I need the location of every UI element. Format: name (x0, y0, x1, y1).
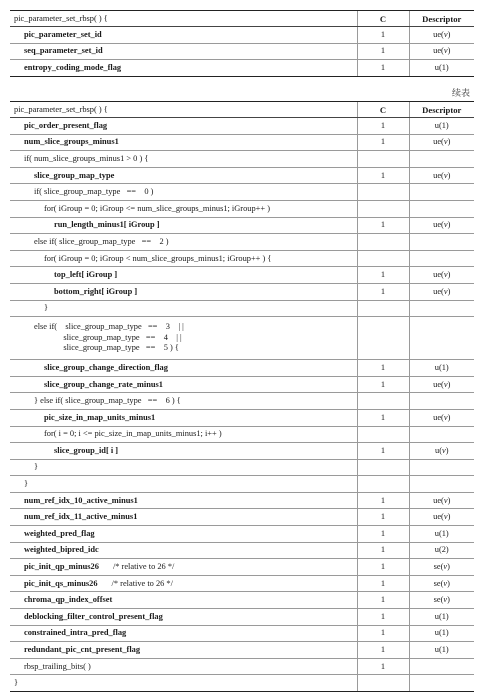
category-cell (357, 476, 409, 493)
descriptor-cell (409, 317, 474, 360)
syntax-row (10, 317, 474, 360)
category-cell: 1 (357, 592, 409, 609)
syntax-row (10, 459, 474, 476)
syntax-element-cell (10, 642, 357, 659)
descriptor-cell: u(1) (409, 60, 474, 77)
table1-header-row (10, 11, 474, 27)
descriptor-cell: ue(v) (409, 492, 474, 509)
syntax-row (10, 60, 474, 77)
category-cell: 1 (357, 409, 409, 426)
category-cell: 1 (357, 542, 409, 559)
syntax-row (10, 283, 474, 300)
syntax-row (10, 559, 474, 576)
category-cell: 1 (357, 283, 409, 300)
syntax-element-name: constrained_intra_pred_flag (24, 628, 127, 638)
category-cell: 1 (357, 134, 409, 151)
syntax-row (10, 642, 474, 659)
descriptor-cell (409, 200, 474, 217)
syntax-element-name: chroma_qp_index_offset (24, 595, 113, 605)
header-c-cell: C (357, 11, 409, 27)
syntax-row (10, 675, 474, 692)
syntax-code: } (34, 462, 39, 472)
syntax-code: for( i = 0; i <= pic_size_in_map_units_minus1; i++ ) (44, 429, 222, 439)
syntax-element-name: slice_group_change_direction_flag (44, 362, 168, 372)
syntax-element-cell (10, 393, 357, 410)
syntax-row (10, 443, 474, 460)
syntax-element-name: slice_group_change_rate_minus1 (44, 379, 163, 389)
syntax-element-cell (10, 43, 357, 60)
table2-body (10, 102, 474, 692)
syntax-row (10, 234, 474, 251)
descriptor-cell: u(1) (409, 609, 474, 626)
syntax-code: } (24, 479, 29, 489)
syntax-element-cell (10, 376, 357, 393)
header-descriptor-cell: Descriptor (409, 102, 474, 118)
header-syntax-cell: pic_parameter_set_rbsp( ) { (10, 102, 357, 118)
syntax-element-cell (10, 409, 357, 426)
syntax-code: } (14, 678, 19, 688)
descriptor-cell: u(1) (409, 360, 474, 377)
descriptor-cell: u(1) (409, 625, 474, 642)
descriptor-cell (409, 300, 474, 317)
category-cell: 1 (357, 559, 409, 576)
category-cell (357, 426, 409, 443)
syntax-element-cell (10, 300, 357, 317)
descriptor-cell: ue(v) (409, 167, 474, 184)
syntax-row (10, 151, 474, 168)
syntax-element-name: bottom_right[ iGroup ] (54, 286, 138, 296)
descriptor-cell: u(1) (409, 642, 474, 659)
syntax-table-part2 (10, 101, 474, 692)
category-cell (357, 675, 409, 692)
syntax-element-cell (10, 443, 357, 460)
syntax-element-name: slice_group_map_type (34, 170, 115, 180)
syntax-element-name: weighted_bipred_idc (24, 545, 99, 555)
syntax-element-cell (10, 509, 357, 526)
category-cell: 1 (357, 60, 409, 77)
syntax-row (10, 426, 474, 443)
syntax-element-cell (10, 317, 357, 360)
descriptor-cell: u(1) (409, 526, 474, 543)
syntax-row (10, 625, 474, 642)
descriptor-cell (409, 250, 474, 267)
descriptor-cell: se(v) (409, 559, 474, 576)
syntax-element-cell (10, 526, 357, 543)
syntax-code: else if( slice_group_map_type == 3 | | slice_group_map_type == 4 | | slice_group_map_type == 5 ) { (34, 322, 184, 353)
descriptor-cell (409, 459, 474, 476)
syntax-row (10, 250, 474, 267)
syntax-row (10, 476, 474, 493)
syntax-row (10, 376, 474, 393)
descriptor-cell: ue(v) (409, 43, 474, 60)
category-cell: 1 (357, 217, 409, 234)
descriptor-cell: ue(v) (409, 267, 474, 284)
category-cell: 1 (357, 526, 409, 543)
syntax-element-name: slice_group_id[ i ] (54, 445, 119, 455)
syntax-code: } else if( slice_group_map_type == 6 ) { (34, 396, 181, 406)
syntax-row (10, 575, 474, 592)
category-cell (357, 200, 409, 217)
syntax-row (10, 184, 474, 201)
category-cell (357, 393, 409, 410)
syntax-element-cell (10, 134, 357, 151)
category-cell: 1 (357, 509, 409, 526)
category-cell: 1 (357, 43, 409, 60)
header-syntax-cell: pic_parameter_set_rbsp( ) { (10, 11, 357, 27)
syntax-table-part1 (10, 10, 474, 77)
category-cell: 1 (357, 609, 409, 626)
descriptor-cell: u(v) (409, 443, 474, 460)
descriptor-cell: ue(v) (409, 509, 474, 526)
category-cell (357, 317, 409, 360)
syntax-row (10, 492, 474, 509)
syntax-element-cell (10, 200, 357, 217)
syntax-row (10, 609, 474, 626)
syntax-row (10, 526, 474, 543)
descriptor-cell: ue(v) (409, 283, 474, 300)
syntax-element-name: deblocking_filter_control_present_flag (24, 611, 163, 621)
syntax-element-cell (10, 217, 357, 234)
table2-header-row (10, 102, 474, 118)
category-cell: 1 (357, 376, 409, 393)
syntax-row (10, 200, 474, 217)
syntax-code: for( iGroup = 0; iGroup < num_slice_groups_minus1; iGroup++ ) { (44, 253, 272, 263)
syntax-element-name: top_left[ iGroup ] (54, 270, 118, 280)
syntax-code: if( slice_group_map_type == 0 ) (34, 187, 154, 197)
syntax-element-name: pic_order_present_flag (24, 120, 108, 130)
syntax-element-cell (10, 476, 357, 493)
syntax-element-cell (10, 267, 357, 284)
category-cell: 1 (357, 118, 409, 135)
syntax-element-name: num_ref_idx_10_active_minus1 (24, 495, 138, 505)
category-cell: 1 (357, 625, 409, 642)
syntax-element-name: num_slice_groups_minus1 (24, 137, 119, 147)
category-cell (357, 300, 409, 317)
syntax-element-cell (10, 234, 357, 251)
category-cell (357, 250, 409, 267)
syntax-row (10, 393, 474, 410)
syntax-row (10, 134, 474, 151)
descriptor-cell: u(1) (409, 118, 474, 135)
syntax-code: for( iGroup = 0; iGroup <= num_slice_groups_minus1; iGroup++ ) (44, 203, 270, 213)
syntax-element-cell (10, 360, 357, 377)
syntax-element-cell (10, 151, 357, 168)
syntax-row (10, 360, 474, 377)
category-cell: 1 (357, 658, 409, 675)
descriptor-cell: ue(v) (409, 217, 474, 234)
syntax-element-cell (10, 184, 357, 201)
table1-body (10, 11, 474, 77)
descriptor-cell (409, 184, 474, 201)
syntax-element-name: run_length_minus1[ iGroup ] (54, 220, 160, 230)
syntax-code: } (44, 303, 49, 313)
syntax-element-cell (10, 492, 357, 509)
syntax-element-name: pic_size_in_map_units_minus1 (44, 412, 156, 422)
category-cell: 1 (357, 443, 409, 460)
descriptor-cell: u(2) (409, 542, 474, 559)
category-cell: 1 (357, 492, 409, 509)
syntax-code: rbsp_trailing_bits( ) (24, 661, 91, 671)
category-cell: 1 (357, 27, 409, 44)
category-cell (357, 151, 409, 168)
header-c-cell: C (357, 102, 409, 118)
descriptor-cell: se(v) (409, 592, 474, 609)
syntax-row (10, 592, 474, 609)
category-cell: 1 (357, 167, 409, 184)
syntax-element-cell (10, 625, 357, 642)
syntax-element-cell (10, 167, 357, 184)
descriptor-cell: ue(v) (409, 27, 474, 44)
syntax-row (10, 167, 474, 184)
descriptor-cell (409, 675, 474, 692)
descriptor-cell: se(v) (409, 575, 474, 592)
category-cell (357, 234, 409, 251)
syntax-element-name: pic_init_qs_minus26 (24, 578, 98, 588)
descriptor-cell: ue(v) (409, 409, 474, 426)
syntax-element-name: seq_parameter_set_id (24, 46, 103, 56)
syntax-element-cell (10, 459, 357, 476)
syntax-row (10, 409, 474, 426)
syntax-row (10, 509, 474, 526)
syntax-element-name: entropy_coding_mode_flag (24, 62, 122, 72)
syntax-element-cell (10, 283, 357, 300)
syntax-row (10, 217, 474, 234)
syntax-row (10, 27, 474, 44)
continued-table-label: 续表 (451, 89, 470, 99)
category-cell: 1 (357, 642, 409, 659)
syntax-element-cell (10, 118, 357, 135)
syntax-element-name: pic_init_qp_minus26 (24, 562, 99, 572)
syntax-comment: /* relative to 26 */ (112, 562, 175, 572)
descriptor-cell: ue(v) (409, 134, 474, 151)
descriptor-cell (409, 151, 474, 168)
syntax-element-cell (10, 250, 357, 267)
syntax-element-cell (10, 575, 357, 592)
descriptor-cell (409, 393, 474, 410)
header-descriptor-cell: Descriptor (409, 11, 474, 27)
category-cell (357, 459, 409, 476)
syntax-element-name: weighted_pred_flag (24, 528, 95, 538)
descriptor-cell (409, 476, 474, 493)
syntax-row (10, 118, 474, 135)
descriptor-cell (409, 234, 474, 251)
syntax-element-name: redundant_pic_cnt_present_flag (24, 645, 141, 655)
category-cell (357, 184, 409, 201)
syntax-element-cell (10, 592, 357, 609)
syntax-row (10, 267, 474, 284)
syntax-code: if( num_slice_groups_minus1 > 0 ) { (24, 153, 149, 163)
syntax-comment: /* relative to 26 */ (111, 578, 173, 588)
syntax-element-cell (10, 60, 357, 77)
syntax-element-cell (10, 27, 357, 44)
category-cell: 1 (357, 267, 409, 284)
syntax-row (10, 300, 474, 317)
syntax-element-cell (10, 559, 357, 576)
category-cell: 1 (357, 575, 409, 592)
syntax-element-name: num_ref_idx_11_active_minus1 (24, 512, 138, 522)
category-cell: 1 (357, 360, 409, 377)
syntax-row (10, 542, 474, 559)
syntax-element-cell (10, 542, 357, 559)
syntax-element-cell (10, 609, 357, 626)
syntax-element-cell (10, 426, 357, 443)
descriptor-cell (409, 426, 474, 443)
descriptor-cell: ue(v) (409, 376, 474, 393)
syntax-row (10, 43, 474, 60)
syntax-code: else if( slice_group_map_type == 2 ) (34, 236, 169, 246)
syntax-element-cell (10, 675, 357, 692)
syntax-element-name: pic_parameter_set_id (24, 29, 102, 39)
